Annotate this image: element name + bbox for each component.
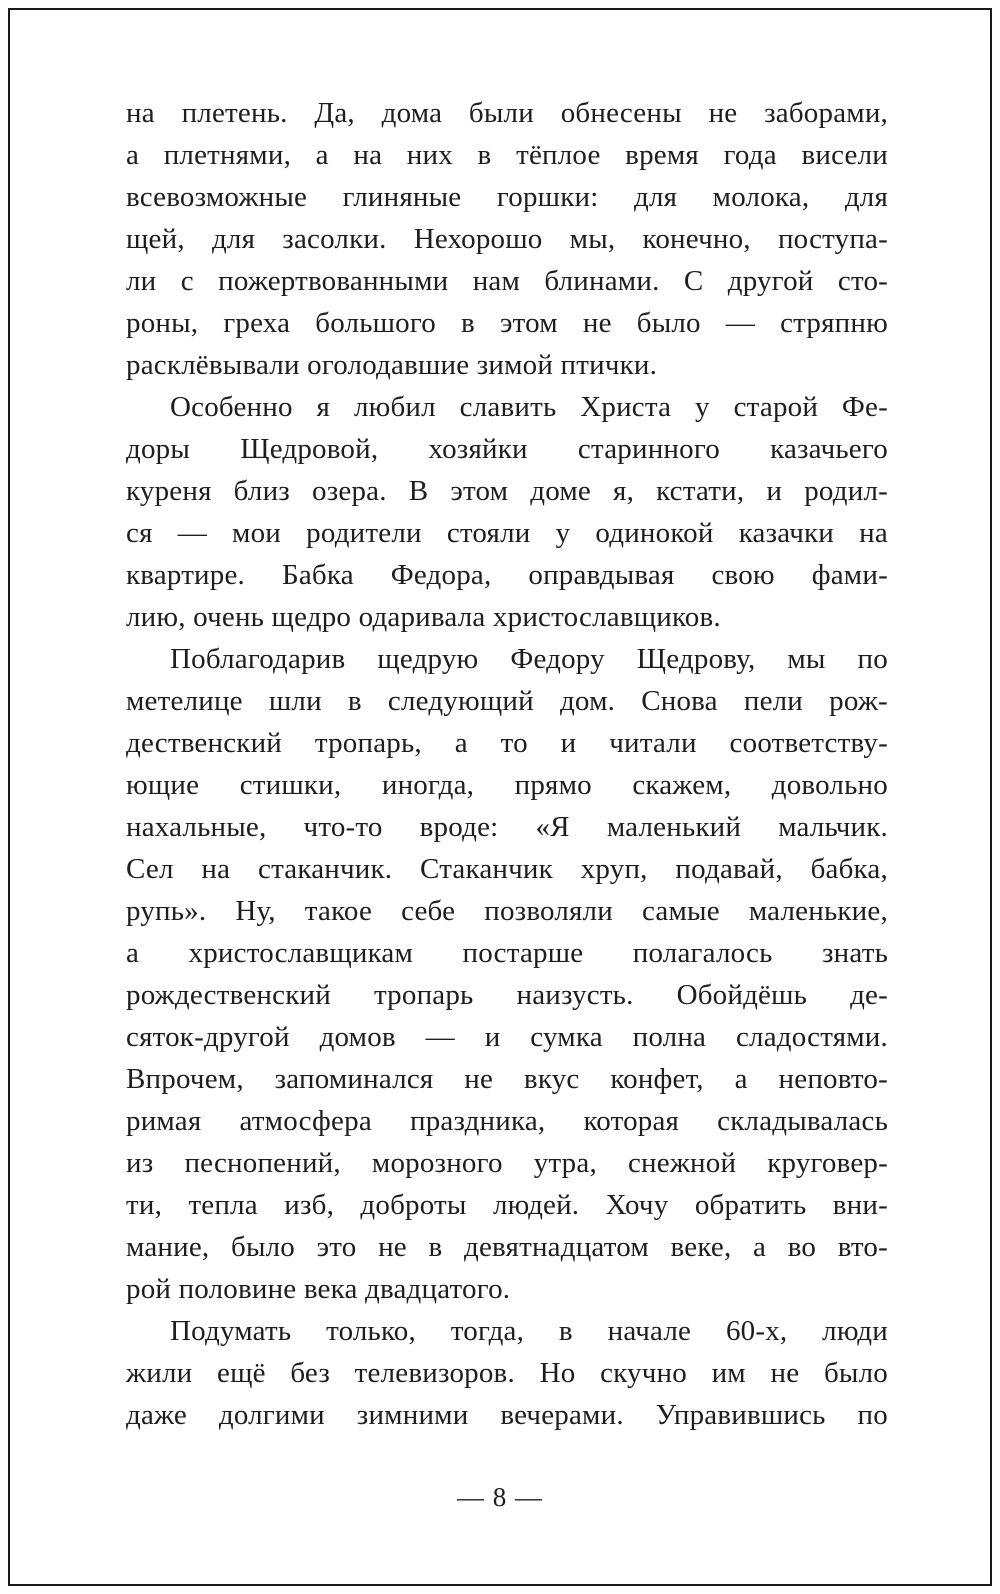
text-line: Подумать только, тогда, в начале 60-х, люди — [170, 1315, 888, 1347]
text-line: щей, для засолки. Нехорошо мы, конечно, поступа- — [126, 223, 888, 255]
text-line: расклёвывали оголодавшие зимой птички. — [126, 349, 658, 381]
text-line: лию, очень щедро одаривала христославщиков. — [126, 601, 721, 633]
text-line: Сел на стаканчик. Стаканчик хруп, подавай, бабка, — [126, 853, 888, 885]
text-line: ся — мои родители стояли у одинокой казачки на — [126, 517, 888, 549]
text-line: нахальные, что-то вроде: «Я маленький мальчик. — [126, 811, 888, 843]
text-line: всевозможные глиняные горшки: для молока, для — [126, 181, 888, 213]
body-text-block — [126, 92, 888, 1436]
text-line: из песнопений, морозного утра, снежной круговер- — [126, 1147, 888, 1179]
text-line: куреня близ озера. В этом доме я, кстати, и родил- — [126, 475, 888, 507]
text-line: дественский тропарь, а то и читали соответству- — [126, 727, 888, 759]
page-number: — 8 — — [457, 1482, 543, 1512]
text-line: римая атмосфера праздника, которая складывалась — [126, 1105, 888, 1137]
text-line: ти, тепла изб, доброты людей. Хочу обратить вни- — [126, 1189, 888, 1221]
text-line: метелице шли в следующий дом. Снова пели рож- — [126, 685, 888, 717]
paragraph — [126, 638, 888, 1310]
text-line: доры Щедровой, хозяйки старинного казачьего — [126, 433, 888, 465]
text-line: Поблагодарив щедрую Федору Щедрову, мы по — [170, 643, 888, 675]
text-line: сяток-другой домов — и сумка полна сладостями. — [126, 1021, 888, 1053]
text-line: даже долгими зимними вечерами. Управившись по — [126, 1399, 888, 1431]
text-line: жили ещё без телевизоров. Но скучно им не было — [126, 1357, 888, 1389]
paragraph — [126, 1310, 888, 1436]
text-line: квартире. Бабка Федора, оправдывая свою фами- — [126, 559, 888, 591]
text-line: рождественский тропарь наизусть. Обойдёшь де- — [126, 979, 888, 1011]
text-line: а христославщикам постарше полагалось знать — [126, 937, 888, 969]
paragraph — [126, 386, 888, 638]
text-line: ющие стишки, иногда, прямо скажем, довольно — [126, 769, 888, 801]
text-line: ли с пожертвованными нам блинами. С другой сто- — [126, 265, 888, 297]
text-line: мание, было это не в девятнадцатом веке, а во вто- — [126, 1231, 888, 1263]
text-line: Особенно я любил славить Христа у старой Фе- — [170, 391, 888, 423]
text-line: роны, греха большого в этом не было — стряпню — [126, 307, 888, 339]
text-line: на плетень. Да, дома были обнесены не заборами, — [126, 97, 888, 129]
paragraph — [126, 92, 888, 386]
text-line: рупь». Ну, такое себе позволяли самые маленькие, — [126, 895, 888, 927]
text-line: рой половине века двадцатого. — [126, 1273, 511, 1305]
text-line: Впрочем, запоминался не вкус конфет, а неповто- — [126, 1063, 888, 1095]
text-line: а плетнями, а на них в тёплое время года висели — [126, 139, 888, 171]
